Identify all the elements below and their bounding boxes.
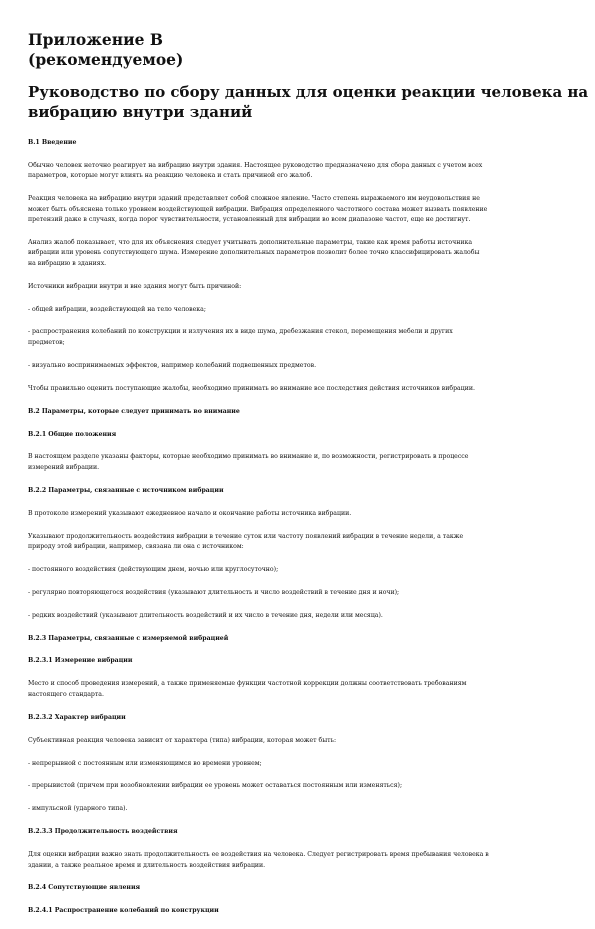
document-title — [28, 82, 589, 122]
section-heading — [28, 656, 568, 666]
document-body — [28, 138, 568, 917]
paragraph-line: - общей вибрации, воздействующей на тело человека; — [28, 305, 206, 313]
document-title-line: Руководство по сбору данных для оценки реакции человека на — [28, 83, 589, 101]
paragraph-line: - импульсной (ударного типа). — [28, 805, 128, 813]
paragraph-line: Субъективная реакция человека зависит от характера (типа) вибрации, которая может быть: — [28, 736, 337, 744]
section-heading-text: В.2.3 Параметры, связанные с измеряемой вибрацией — [28, 634, 229, 642]
section-heading-text: В.2.4 Сопутствующие явления — [28, 884, 141, 892]
paragraph-line: - прерывистой (причем при возобновлении вибрации ее уровень может оставаться постоянным или изменяться); — [28, 782, 403, 790]
section-heading-text: В.2.2 Параметры, связанные с источником вибрации — [28, 486, 224, 494]
paragraph — [28, 781, 568, 791]
section-heading — [28, 906, 568, 916]
paragraph-line: - распространения колебаний по конструкции и излучения их в виде шума, дребезжания стекол, перемещения мебели и других — [28, 328, 453, 336]
paragraph-line: Обычно человек неточно реагирует на вибрацию внутри здания. Настоящее руководство предназначено для сбора данных с учетом всех — [28, 161, 483, 169]
paragraph — [28, 804, 568, 814]
paragraph — [28, 327, 568, 348]
paragraph-line: предметов; — [28, 338, 65, 346]
document-page — [28, 30, 589, 929]
section-heading-text: В.2.3.2 Характер вибрации — [28, 713, 126, 721]
paragraph — [28, 736, 568, 746]
paragraph-line: Источники вибрации внутри и вне здания могут быть причиной: — [28, 282, 242, 290]
paragraph-line: вибрации или уровень сопутствующего шума. Измерение дополнительных параметров позволит более точно классифицировать жалобы — [28, 249, 480, 257]
appendix-status: (рекомендуемое) — [28, 50, 184, 69]
paragraph-line: Чтобы правильно оценить поступающие жалобы, необходимо принимать во внимание все последствия действия источников вибрации. — [28, 384, 475, 392]
paragraph-line: - постоянного воздействия (действующим днем, ночью или круглосуточно); — [28, 565, 279, 573]
section-heading — [28, 407, 568, 417]
paragraph-line: - визуально воспринимаемых эффектов, например колебаний подвешенных предметов. — [28, 361, 317, 369]
paragraph-line: Анализ жалоб показывает, что для их объяснения следует учитывать дополнительные параметры, такие как время работы источника — [28, 238, 473, 246]
paragraph-line: претензий даже в случаях, когда порог чувствительности, установленный для вибрации во всем диапазоне частот, еще не достигнут. — [28, 216, 471, 224]
section-heading-text: В.2 Параметры, которые следует принимать во внимание — [28, 407, 240, 415]
paragraph — [28, 238, 568, 269]
paragraph-line: Для оценки вибрации важно знать продолжительность ее воздействия на человека. Следует регистрировать время пребывания человека в — [28, 851, 489, 859]
paragraph-line: В настоящем разделе указаны факторы, которые необходимо принимать во внимание и, по возможности, регистрировать в процессе — [28, 453, 469, 461]
paragraph — [28, 282, 568, 292]
section-heading-text: В.2.4.1 Распространение колебаний по конструкции — [28, 907, 219, 915]
section-heading — [28, 883, 568, 893]
section-heading-text: В.2.3.3 Продолжительность воздействия — [28, 828, 178, 836]
document-title-line: вибрацию внутри зданий — [28, 103, 253, 121]
paragraph — [28, 509, 568, 519]
paragraph-line: Реакция человека на вибрацию внутри зданий представляет собой сложное явление. Часто степень выражаемого им неудовольствия не — [28, 195, 480, 203]
paragraph — [28, 850, 568, 871]
paragraph — [28, 305, 568, 315]
paragraph — [28, 161, 568, 182]
paragraph-line: Место и способ проведения измерений, а также применяемые функции частотной коррекции должны соответствовать требованиям — [28, 680, 467, 688]
appendix-label: Приложение В — [28, 30, 163, 49]
section-heading — [28, 138, 568, 148]
section-heading — [28, 430, 568, 440]
paragraph — [28, 361, 568, 371]
paragraph-line: настоящего стандарта. — [28, 690, 104, 698]
paragraph — [28, 194, 568, 225]
paragraph-line: Указывают продолжительность воздействия вибрации в течение суток или частоту появлений вибрации в течение недели, а также — [28, 532, 464, 540]
paragraph — [28, 384, 568, 394]
paragraph-line: - регулярно повторяющегося воздействия (указывают длительность и число воздействий в течение дня и ночи); — [28, 588, 400, 596]
paragraph-line: природу этой вибрации, например, связана ли она с источником: — [28, 542, 244, 550]
section-heading-text: В.2.3.1 Измерение вибрации — [28, 657, 133, 665]
section-heading — [28, 827, 568, 837]
paragraph — [28, 565, 568, 575]
paragraph-line: - непрерывной с постоянным или изменяющимся во времени уровнем; — [28, 759, 262, 767]
paragraph — [28, 611, 568, 621]
appendix-heading — [28, 30, 568, 70]
paragraph — [28, 759, 568, 769]
paragraph-line: измерений вибрации. — [28, 463, 100, 471]
section-heading — [28, 486, 568, 496]
paragraph — [28, 679, 568, 700]
paragraph-line: на вибрацию в зданиях. — [28, 259, 107, 267]
paragraph — [28, 588, 568, 598]
paragraph-line: параметров, которые могут влиять на реакцию человека и стать причиной его жалоб. — [28, 172, 313, 180]
section-heading-text: В.2.1 Общие положения — [28, 430, 117, 438]
paragraph — [28, 532, 568, 553]
paragraph-line: В протоколе измерений указывают ежедневное начало и окончание работы источника вибрации. — [28, 509, 352, 517]
section-heading — [28, 713, 568, 723]
paragraph-line: - редких воздействий (указывают длительность воздействий и их число в течение дня, недели или месяца). — [28, 611, 383, 619]
paragraph — [28, 452, 568, 473]
paragraph-line: может быть объяснена только уровнем воздействующей вибрации. Вибрация определенного частотного состава может вызвать появление — [28, 205, 488, 213]
section-heading-text: В.1 Введение — [28, 139, 77, 146]
paragraph-line: здании, а также реальное время и длительность воздействия вибрации. — [28, 861, 266, 869]
section-heading — [28, 634, 568, 644]
